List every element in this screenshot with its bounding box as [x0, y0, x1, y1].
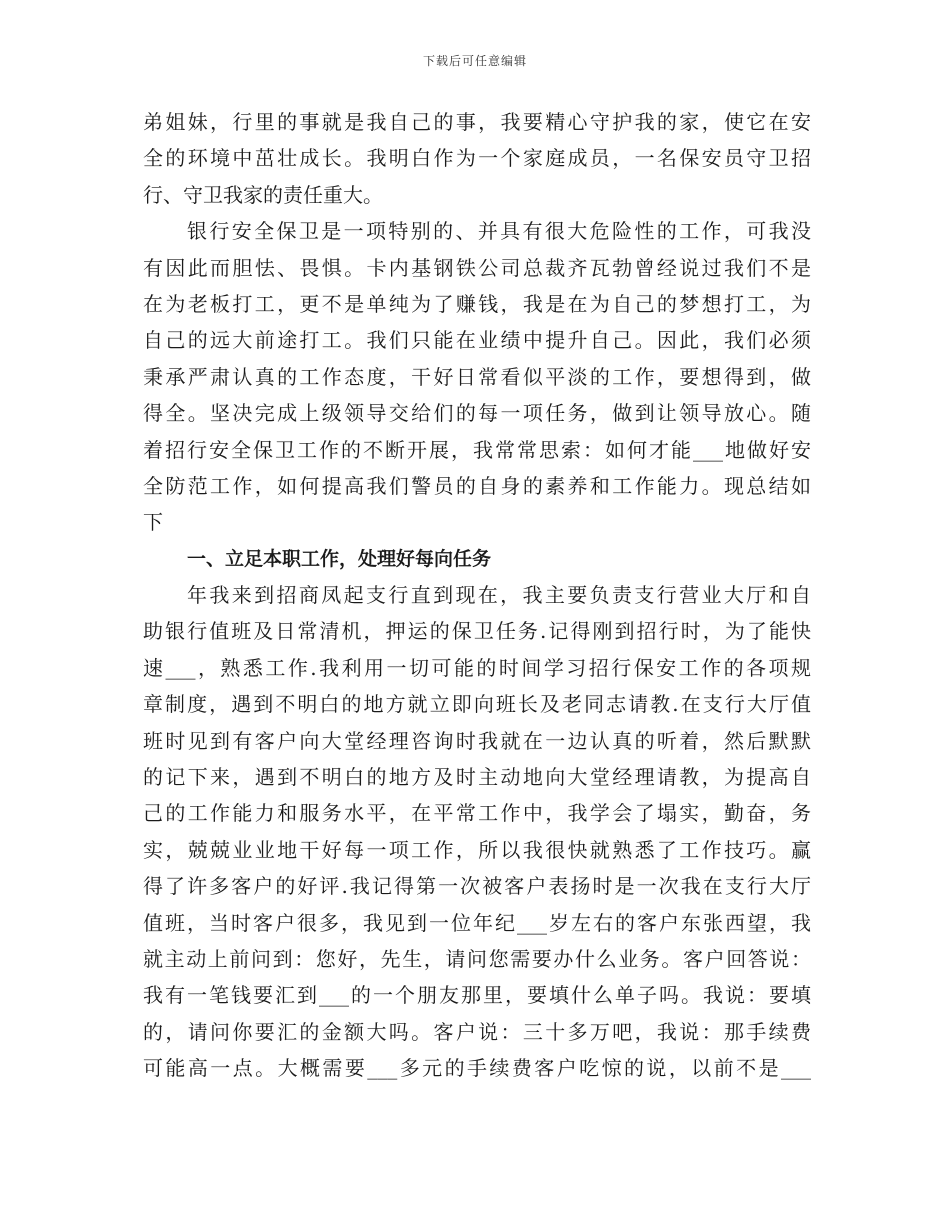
text-line: 章制度，遇到不明白的地方就立即向班长及老同志请教.在支行大厅值: [143, 692, 811, 717]
text-line: 可能高一点。大概需要___多元的手续费客户吃惊的说，以前不是___: [143, 1056, 811, 1081]
text-line: 弟姐妹，行里的事就是我自己的事，我要精心守护我的家，使它在安: [143, 110, 811, 134]
section-heading: 一、立足本职工作，处理好每向任务: [187, 547, 492, 570]
text-line: 在为老板打工，更不是单纯为了赚钱，我是在为自己的梦想打工，为: [143, 291, 811, 316]
text-line: 自己的远大前途打工。我们只能在业绩中提升自己。因此，我们必须: [143, 328, 811, 353]
paragraph: [143, 213, 811, 541]
paragraph: [143, 104, 811, 213]
text-line: 着招行安全保卫工作的不断开展，我常常思索：如何才能___地做好安: [143, 437, 811, 462]
text-line: 银行安全保卫是一项特别的、并具有很大危险性的工作，可我没: [187, 219, 811, 244]
text-line: 年我来到招商凤起支行直到现在，我主要负责支行营业大厅和自: [187, 583, 811, 608]
page-header: 下载后可任意编辑: [422, 54, 527, 68]
text-line: 助银行值班及日常清机，押运的保卫任务.记得刚到招行时，为了能快: [143, 619, 811, 644]
text-line: 得了许多客户的好评.我记得第一次被客户表扬时是一次我在支行大厅: [143, 874, 811, 899]
text-line: 下: [143, 510, 163, 535]
text-line: 值班，当时客户很多，我见到一位年纪___岁左右的客户东张西望，我: [143, 910, 811, 935]
text-line: 有因此而胆怯、畏惧。卡内基钢铁公司总裁齐瓦勃曾经说过我们不是: [143, 255, 811, 280]
text-line: 班时见到有客户向大堂经理咨询时我就在一边认真的听着，然后默默: [143, 728, 811, 753]
text-line: 实，兢兢业业地干好每一项工作，所以我很快就熟悉了工作技巧。赢: [143, 837, 811, 862]
text-line: 全的环境中茁壮成长。我明白作为一个家庭成员，一名保安员守卫招: [143, 146, 811, 171]
text-line: 就主动上前问到：您好，先生，请问您需要办什么业务。客户回答说：: [143, 946, 811, 971]
text-line: 的记下来，遇到不明白的地方及时主动地向大堂经理请教，为提高自: [143, 765, 811, 790]
text-line: 全防范工作，如何提高我们警员的自身的素养和工作能力。现总结如: [143, 473, 811, 498]
text-line: 己的工作能力和服务水平，在平常工作中，我学会了塌实，勤奋，务: [143, 801, 811, 826]
text-line: 秉承严肃认真的工作态度，干好日常看似平淡的工作，要想得到，做: [143, 364, 811, 389]
document-body: [143, 104, 811, 1087]
text-line: 的，请问你要汇的金额大吗。客户说：三十多万吧，我说：那手续费: [143, 1019, 811, 1044]
paragraph: [143, 577, 811, 1086]
text-line: 得全。坚决完成上级领导交给们的每一项任务，做到让领导放心。随: [143, 401, 811, 426]
text-line: 我有一笔钱要汇到___的一个朋友那里，要填什么单子吗。我说：要填: [143, 983, 811, 1008]
text-line: 行、守卫我家的责任重大。: [143, 182, 383, 207]
text-line: 速___，熟悉工作.我利用一切可能的时间学习招行保安工作的各项规: [143, 655, 811, 680]
